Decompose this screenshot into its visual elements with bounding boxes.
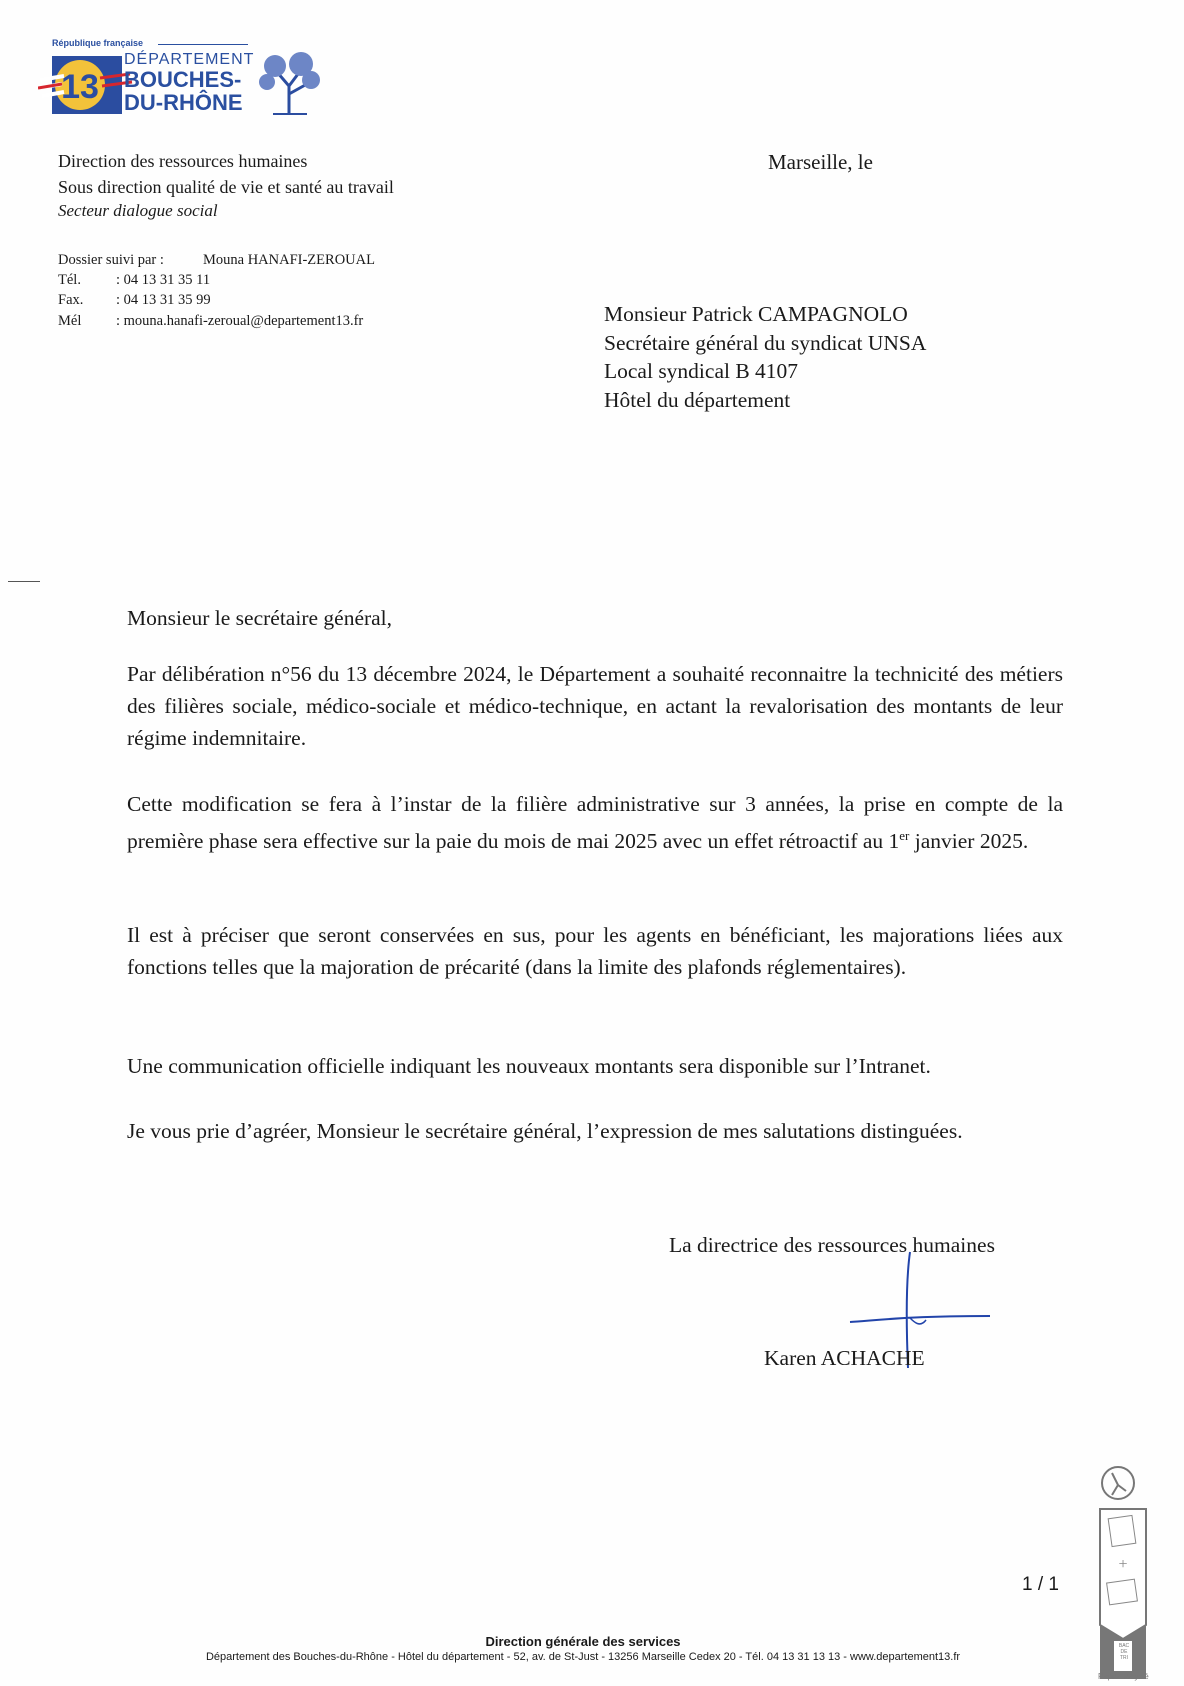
contact-label: Fax. xyxy=(58,292,84,308)
fold-mark xyxy=(8,581,40,582)
footer-address: Département des Bouches-du-Rhône - Hôtel du département - 52, av. de St-Just - 13256 Marseille Cedex 20 - Tél. 04 13 31 13 13 - www.departement13.fr xyxy=(205,1651,961,1663)
superscript: er xyxy=(899,828,910,843)
salutation: Monsieur le secrétaire général, xyxy=(127,606,393,630)
logo-line2: BOUCHES- xyxy=(124,67,242,92)
contact-value: Mouna HANAFI-ZEROUAL xyxy=(203,252,375,268)
footer-title: Direction générale des services xyxy=(485,1634,681,1649)
paragraph-2 xyxy=(127,788,1063,857)
olive-tree-icon xyxy=(255,50,323,116)
sender-direction: Direction des ressources humaines xyxy=(58,151,308,171)
contact-value: : 04 13 31 35 11 xyxy=(116,272,211,288)
recipient-line: Secrétaire général du syndicat UNSA xyxy=(604,331,927,355)
contact-value: : 04 13 31 35 99 xyxy=(116,292,211,308)
contact-label: Mél xyxy=(58,313,82,329)
logo-line3: DU-RHÔNE xyxy=(124,90,243,115)
paragraph-2-text: Cette modification se fera à l’instar de la filière administrative sur 3 années, la prise en compte de la première phase sera effective sur la paie du mois de mai 2025 avec un effet rétroactif au 1 xyxy=(127,792,1063,854)
contact-label: Tél. xyxy=(58,272,81,288)
recipient-line: Monsieur Patrick CAMPAGNOLO xyxy=(604,302,908,326)
sender-secteur: Secteur dialogue social xyxy=(58,201,218,220)
svg-text:+: + xyxy=(1118,1556,1128,1573)
signatory-title: La directrice des ressources humaines xyxy=(669,1233,995,1257)
contact-value: : mouna.hanafi-zeroual@departement13.fr xyxy=(116,313,364,329)
recycled-paper-caption: Papier recyclé xyxy=(1098,1672,1149,1681)
page-number: 1 / 1 xyxy=(1022,1574,1059,1595)
paragraph-2-end: janvier 2025. xyxy=(909,829,1029,854)
logo-rule xyxy=(158,44,248,45)
svg-text:13: 13 xyxy=(61,68,99,106)
logo-13-emblem xyxy=(38,56,133,116)
recipient-line: Local syndical B 4107 xyxy=(604,359,799,383)
paragraph-3: Il est à préciser que seront conservées en sus, pour les agents en bénéficiant, les majorations liées aux fonctions telles que la majoration de précarité (dans la limite des plafonds réglementaires). xyxy=(127,923,1063,979)
paragraph-5: Je vous prie d’agréer, Monsieur le secrétaire général, l’expression de mes salutations distinguées. xyxy=(127,1119,963,1143)
recipient-line: Hôtel du département xyxy=(604,388,791,412)
sender-sous-direction: Sous direction qualité de vie et santé au travail xyxy=(58,177,394,197)
paragraph-4: Une communication officielle indiquant les nouveaux montants sera disponible sur l’Intranet. xyxy=(127,1054,931,1078)
triman-recycle-icon xyxy=(1098,1463,1138,1503)
signatory-name: Karen ACHACHE xyxy=(764,1346,925,1370)
logo-line1: DÉPARTEMENT xyxy=(124,51,255,68)
paragraph-1: Par délibération n°56 du 13 décembre 2024, le Département a souhaité reconnaitre la technicité des métiers des filières sociale, médico-sociale et médico-technique, en actant la revalorisation des montants de leur régime indemnitaire. xyxy=(127,662,1063,750)
place-date: Marseille, le xyxy=(768,150,873,174)
logo-republique: République française xyxy=(52,38,144,48)
contact-label: Dossier suivi par : xyxy=(58,252,164,268)
bin-label: BAC DE TRI xyxy=(1118,1643,1130,1661)
